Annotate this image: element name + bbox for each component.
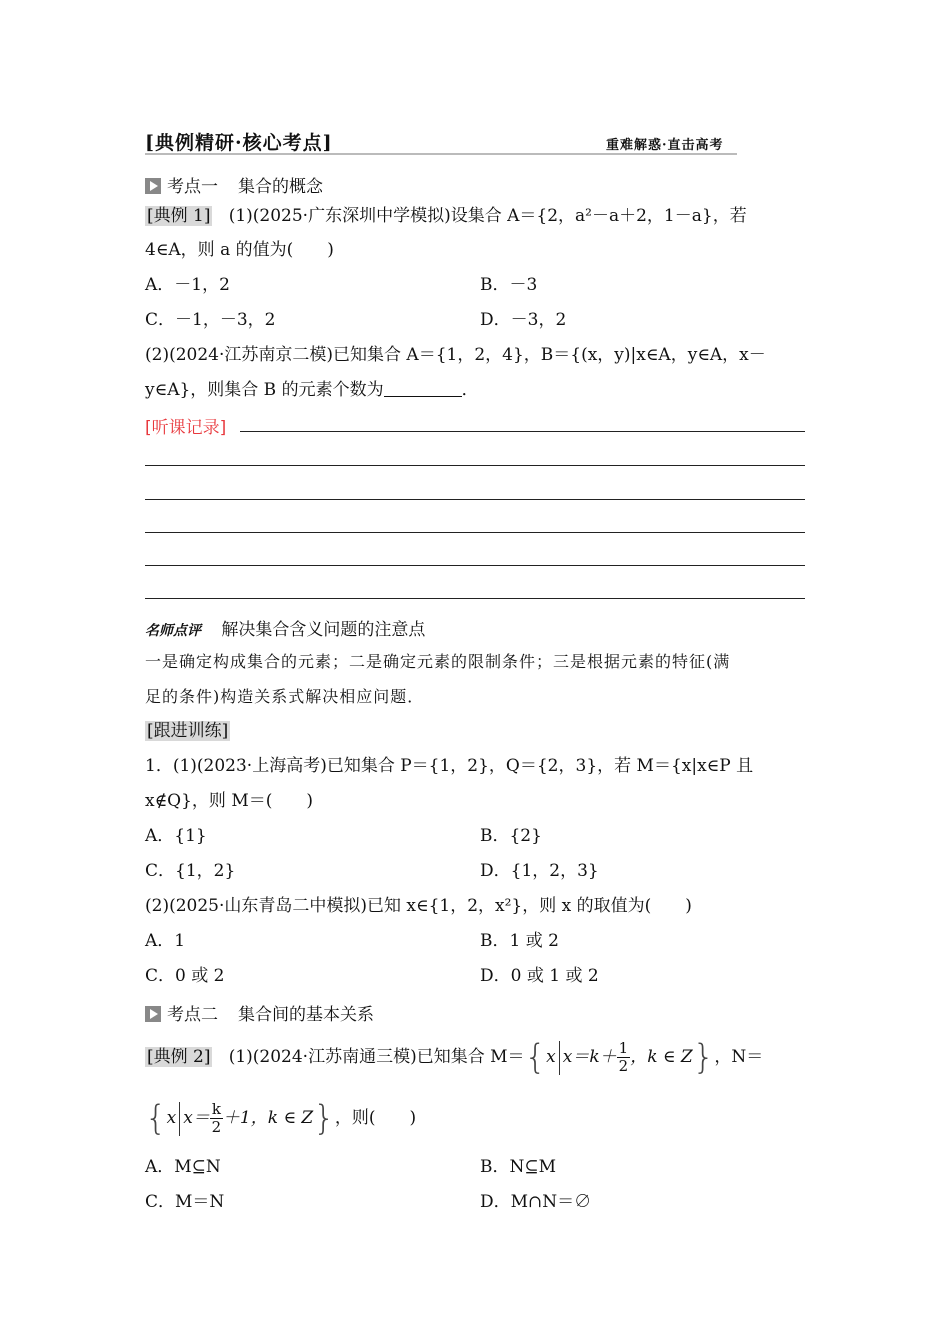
option-b: B．N⊆M <box>480 1157 557 1177</box>
topic-one-heading <box>145 172 323 197</box>
question-text: y∈A}，则集合 B 的元素个数为 <box>145 380 384 400</box>
fraction <box>210 1101 223 1136</box>
option-a: A．－1，2 <box>145 275 230 295</box>
header-divider <box>145 153 737 155</box>
right-brace: } <box>313 1098 335 1139</box>
example-1-line-2: 4∈A，则 a 的值为( ) <box>145 240 334 260</box>
set-condition: ＋1，k ∈ Z <box>222 1108 314 1128</box>
option-d: D．－3，2 <box>480 310 567 330</box>
topic-number: 考点一 <box>167 177 218 197</box>
example-1-part-2-line-1: (2)(2024·江苏南京二模)已知集合 A＝{1，2，4}，B＝{(x，y)|x∈A，y∈A，x－ <box>145 345 766 365</box>
fraction <box>617 1040 631 1075</box>
fraction-denominator: 2 <box>211 1118 222 1136</box>
option-b: B．－3 <box>480 275 538 295</box>
topic-title: 集合间的基本关系 <box>238 1005 374 1025</box>
notes-line <box>145 499 805 500</box>
notes-line <box>145 465 805 466</box>
practice-2-line-1: (2)(2025·山东青岛二中模拟)已知 x∈{1，2，x²}，则 x 的取值为( ) <box>145 896 692 916</box>
example-2-line-1 <box>145 1035 763 1080</box>
question-text: (1)(2024·江苏南通三模)已知集合 M＝ <box>228 1047 525 1067</box>
set-condition: ，k ∈ Z <box>630 1047 693 1067</box>
example-tag: [典例 2] <box>147 1047 211 1067</box>
play-triangle-icon <box>145 1006 161 1022</box>
review-title: 解决集合含义问题的注意点 <box>221 620 426 640</box>
period: ． <box>461 380 479 400</box>
teacher-review-heading <box>145 615 425 640</box>
fraction-numerator: 1 <box>618 1039 629 1057</box>
option-c: C．－1，－3，2 <box>145 310 276 330</box>
right-brace: } <box>692 1037 715 1078</box>
set-variable: x <box>166 1108 177 1128</box>
section-header-title: [典例精研·核心考点] <box>145 132 333 154</box>
option-a: A．{1} <box>145 826 207 846</box>
topic-number: 考点二 <box>167 1005 218 1025</box>
notes-line <box>240 431 805 432</box>
option-d: D．M∩N＝∅ <box>480 1192 592 1212</box>
practice-1-line-2: x∉Q}，则 M＝( ) <box>145 791 313 811</box>
example-2-line-2 <box>145 1096 416 1141</box>
topic-two-heading <box>145 1000 374 1025</box>
review-line-1: 一是确定构成集合的元素；二是确定元素的限制条件；三是根据元素的特征(满 <box>145 652 731 671</box>
set-divider <box>559 1041 560 1075</box>
option-d: D．{1，2，3} <box>480 861 599 881</box>
review-line-2: 足的条件)构造关系式解决相应问题． <box>145 687 425 706</box>
section-header-tagline: 重难解惑·直击高考 <box>606 138 724 153</box>
example-tag: [典例 1] <box>147 206 211 226</box>
left-brace: { <box>524 1037 547 1078</box>
practice-1-line-1: 1．(1)(2023·上海高考)已知集合 P＝{1，2}，Q＝{2，3}，若 M＝{x|x∈P 且 <box>145 756 754 776</box>
set-variable: x <box>546 1047 556 1067</box>
option-d: D．0 或 1 或 2 <box>480 966 599 986</box>
topic-title: 集合的概念 <box>238 177 323 197</box>
option-c: C．M＝N <box>145 1192 225 1212</box>
option-b: B．1 或 2 <box>480 931 559 951</box>
left-brace: { <box>145 1098 167 1139</box>
set-divider <box>179 1102 180 1136</box>
notes-line <box>145 532 805 533</box>
set-expression: x＝k＋ <box>562 1047 617 1067</box>
review-badge: 名师点评 <box>145 623 201 639</box>
set-n-label: ，N＝ <box>714 1047 764 1067</box>
option-c: C．0 或 2 <box>145 966 225 986</box>
practice-label: [跟进训练] <box>147 721 229 741</box>
option-a: A．M⊆N <box>145 1157 221 1177</box>
set-expression: x＝ <box>183 1108 210 1128</box>
question-end: ，则( ) <box>334 1108 417 1128</box>
fraction-denominator: 2 <box>618 1057 629 1075</box>
notes-label: [听课记录] <box>145 418 227 438</box>
option-c: C．{1，2} <box>145 861 236 881</box>
question-text: (1)(2025·广东深圳中学模拟)设集合 A＝{2，a²－a＋2，1－a}，若 <box>228 206 747 226</box>
answer-blank <box>384 380 462 397</box>
option-b: B．{2} <box>480 826 542 846</box>
notes-line <box>145 598 805 599</box>
fraction-numerator: k <box>211 1100 221 1118</box>
example-1-part-2-line-2 <box>145 373 479 407</box>
practice-tag <box>145 714 230 748</box>
example-1-line-1 <box>145 199 747 233</box>
play-triangle-icon <box>145 178 161 194</box>
option-a: A．1 <box>145 931 186 951</box>
notes-line <box>145 565 805 566</box>
